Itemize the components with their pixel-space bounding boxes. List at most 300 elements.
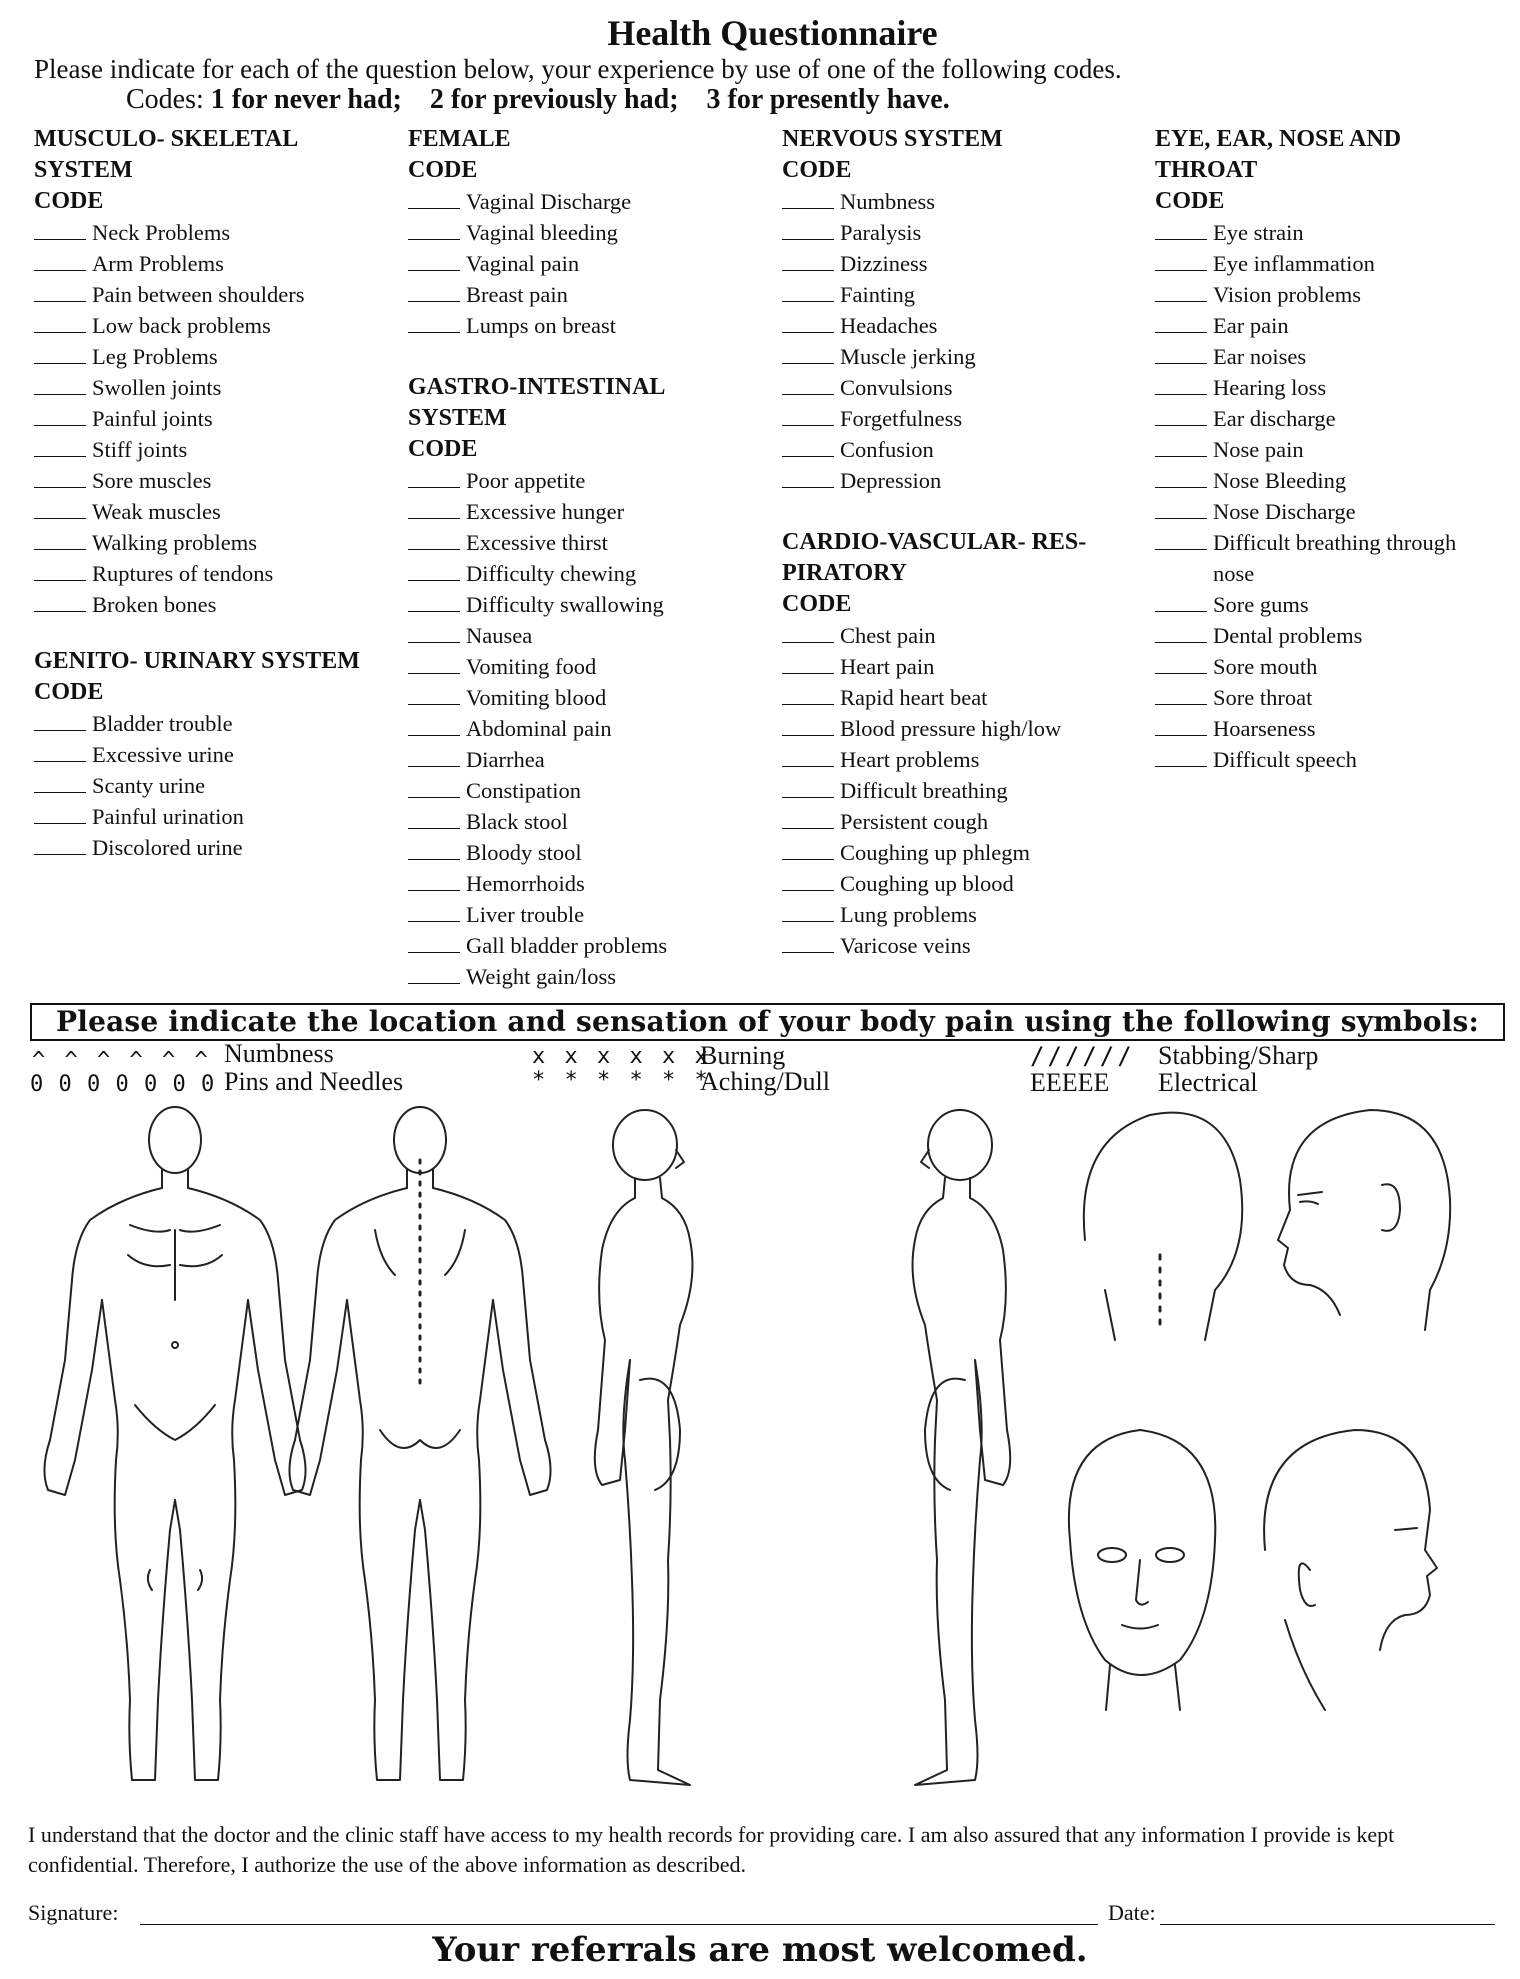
checklist-item	[782, 217, 1086, 248]
checklist-item	[408, 651, 667, 682]
code-entry-blank[interactable]	[782, 806, 834, 829]
checklist-item-label: Poor appetite	[466, 468, 586, 493]
checklist-item-label: Walking problems	[92, 530, 258, 555]
checklist-item	[1155, 651, 1456, 682]
checklist-item-label: Swollen joints	[92, 375, 222, 400]
checklist-item	[782, 775, 1086, 806]
checklist-item	[782, 403, 1086, 434]
checklist-item-label: Diarrhea	[466, 747, 545, 772]
checklist-item	[408, 527, 667, 558]
code-entry-blank[interactable]	[782, 217, 834, 240]
column-eent	[1155, 124, 1456, 775]
section-heading: SYSTEM	[408, 405, 507, 431]
numbness-symbol: ^ ^ ^ ^ ^ ^	[32, 1048, 211, 1073]
checklist-item	[782, 434, 1086, 465]
checklist-item	[782, 713, 1086, 744]
code-entry-blank[interactable]	[408, 589, 460, 612]
checklist-item	[34, 801, 360, 832]
checklist-item-label: Breast pain	[466, 282, 568, 307]
code-heading: CODE	[1155, 188, 1225, 214]
checklist-item-label: Confusion	[840, 437, 934, 462]
checklist-item	[408, 589, 667, 620]
checklist-item-label: Nausea	[466, 623, 533, 648]
checklist-item	[408, 961, 667, 992]
code-entry-blank[interactable]	[408, 837, 460, 860]
code-entry-blank[interactable]	[408, 868, 460, 891]
section-heading: SYSTEM	[34, 157, 133, 183]
checklist-item	[782, 186, 1086, 217]
code-entry-blank[interactable]	[782, 930, 834, 953]
checklist-item-label: Weight gain/loss	[466, 964, 617, 989]
code-entry-blank[interactable]	[1155, 465, 1207, 488]
code-entry-blank[interactable]	[1155, 434, 1207, 457]
code-entry-blank[interactable]	[1155, 217, 1207, 240]
section-heading: FEMALE	[408, 126, 511, 152]
checklist-item	[408, 465, 667, 496]
checklist-item-label: Vaginal pain	[466, 251, 580, 276]
checklist-item-label: Bladder trouble	[92, 711, 233, 736]
checklist-item-label: Depression	[840, 468, 942, 493]
date-label: Date:	[1108, 1900, 1156, 1925]
checklist-item-label: Gall bladder problems	[466, 933, 668, 958]
code-heading: CODE	[782, 591, 852, 617]
checklist-item	[408, 744, 667, 775]
checklist-item	[782, 837, 1086, 868]
checklist-item	[1155, 279, 1456, 310]
column-female-gastro	[408, 124, 667, 992]
checklist-item	[782, 868, 1086, 899]
code-entry-blank[interactable]	[408, 186, 460, 209]
checklist-item	[408, 775, 667, 806]
section-heading: GENITO- URINARY SYSTEM	[34, 648, 360, 674]
code-entry-blank[interactable]	[408, 248, 460, 271]
code-entry-blank[interactable]	[782, 744, 834, 767]
checklist-item-label: Heart pain	[840, 654, 935, 679]
checklist-item	[782, 899, 1086, 930]
checklist-item-label: Headaches	[840, 313, 938, 338]
checklist-item-label: Eye strain	[1213, 220, 1304, 245]
codes-prefix: Codes:	[126, 84, 204, 115]
code-entry-blank[interactable]	[34, 527, 86, 550]
checklist-item-label: Hearing loss	[1213, 375, 1327, 400]
body-side-left-figure[interactable]	[913, 1110, 1011, 1785]
head-three-quarter-figure[interactable]	[1264, 1430, 1437, 1710]
checklist-item	[1155, 620, 1456, 651]
checklist-item	[34, 527, 360, 558]
checklist-item	[408, 682, 667, 713]
code-1: 1 for never had;	[210, 84, 402, 115]
code-entry-blank[interactable]	[408, 558, 460, 581]
burning-label: Burning	[700, 1041, 786, 1070]
checklist-item-label: Rapid heart beat	[840, 685, 988, 710]
checklist-item-label: Sore mouth	[1213, 654, 1318, 679]
item-continuation: nose	[1213, 561, 1255, 586]
checklist-item-label: Nose Discharge	[1213, 499, 1356, 524]
checklist-item	[34, 279, 360, 310]
checklist-item	[782, 310, 1086, 341]
column-musculo-genito	[34, 124, 360, 863]
section-heading: GASTRO-INTESTINAL	[408, 374, 666, 400]
signature-row	[28, 1900, 118, 1926]
checklist-item-label: Liver trouble	[466, 902, 585, 927]
checklist-item	[1155, 527, 1456, 558]
section-heading: MUSCULO- SKELETAL	[34, 126, 299, 152]
code-entry-blank[interactable]	[782, 868, 834, 891]
checklist-item	[34, 739, 360, 770]
signature-field[interactable]	[140, 1924, 1098, 1925]
section-musculo-skeletal	[34, 124, 360, 620]
checklist-item-label: Hoarseness	[1213, 716, 1316, 741]
code-entry-blank[interactable]	[1155, 279, 1207, 302]
checklist-item-label: Stiff joints	[92, 437, 188, 462]
code-entry-blank[interactable]	[34, 372, 86, 395]
checklist-item	[34, 372, 360, 403]
checklist-item	[782, 248, 1086, 279]
head-front-figure[interactable]	[1069, 1430, 1215, 1710]
checklist-item	[34, 589, 360, 620]
checklist-item	[34, 832, 360, 863]
checklist-item	[408, 806, 667, 837]
checklist-item	[782, 930, 1086, 961]
checklist-item	[1155, 403, 1456, 434]
code-entry-blank[interactable]	[34, 708, 86, 731]
code-entry-blank[interactable]	[408, 713, 460, 736]
checklist-item	[782, 279, 1086, 310]
checklist-item-label: Vomiting food	[466, 654, 597, 679]
code-entry-blank[interactable]	[1155, 496, 1207, 519]
checklist-item	[1155, 682, 1456, 713]
code-entry-blank[interactable]	[408, 310, 460, 333]
checklist-item-label: Paralysis	[840, 220, 922, 245]
checklist-item-label: Difficulty chewing	[466, 561, 637, 586]
stabbing-symbol: //////	[1030, 1042, 1135, 1070]
code-entry-blank[interactable]	[782, 620, 834, 643]
code-entry-blank[interactable]	[408, 620, 460, 643]
checklist-item-label: Scanty urine	[92, 773, 206, 798]
checklist-item-label: Lung problems	[840, 902, 977, 927]
checklist-item	[408, 248, 667, 279]
code-entry-blank[interactable]	[34, 465, 86, 488]
code-heading: CODE	[34, 679, 104, 705]
electrical-symbol: EEEEE	[1030, 1068, 1110, 1097]
date-field[interactable]	[1160, 1924, 1495, 1925]
checklist-item-label: Varicose veins	[840, 933, 971, 958]
checklist-item-label: Ear discharge	[1213, 406, 1336, 431]
code-entry-blank[interactable]	[408, 744, 460, 767]
checklist-item	[34, 434, 360, 465]
intro-text: Please indicate for each of the question below, your experience by use of one of the following codes.	[34, 54, 1122, 84]
checklist-item-label: Convulsions	[840, 375, 953, 400]
section-heading: NERVOUS SYSTEM	[782, 126, 1003, 152]
code-entry-blank[interactable]	[408, 775, 460, 798]
checklist-item	[34, 465, 360, 496]
checklist-item	[1155, 372, 1456, 403]
checklist-item-label: Lumps on breast	[466, 313, 616, 338]
code-entry-blank[interactable]	[1155, 372, 1207, 395]
checklist-item	[1155, 744, 1456, 775]
checklist-item-label: Ear noises	[1213, 344, 1307, 369]
checklist-item	[34, 558, 360, 589]
code-entry-blank[interactable]	[408, 930, 460, 953]
consent-statement: I understand that the doctor and the clinic staff have access to my health records for providing care. I am also assured that any information I provide is kept confidential. Therefore, I authorize the use of the above information as described.	[28, 1822, 1395, 1877]
checklist-item	[408, 558, 667, 589]
code-entry-blank[interactable]	[782, 372, 834, 395]
code-heading: CODE	[408, 157, 478, 183]
checklist-item-label: Low back problems	[92, 313, 271, 338]
stabbing-label: Stabbing/Sharp	[1158, 1041, 1319, 1070]
checklist-item-label: Vaginal bleeding	[466, 220, 618, 245]
code-entry-blank[interactable]	[782, 279, 834, 302]
checklist-item-label: Sore muscles	[92, 468, 212, 493]
checklist-item	[34, 310, 360, 341]
code-entry-blank[interactable]	[34, 739, 86, 762]
section-genito-urinary	[34, 646, 360, 863]
checklist-item	[34, 770, 360, 801]
checklist-item	[1155, 434, 1456, 465]
checklist-item-label: Painful joints	[92, 406, 213, 431]
code-entry-blank[interactable]	[782, 775, 834, 798]
referrals-footer: Your referrals are most welcomed.	[432, 1930, 1088, 1970]
code-entry-blank[interactable]	[34, 801, 86, 824]
checklist-item	[34, 341, 360, 372]
checklist-item-label: Difficult breathing	[840, 778, 1008, 803]
section-nervous-system	[782, 124, 1086, 496]
code-entry-blank[interactable]	[34, 496, 86, 519]
checklist-item-label: Dizziness	[840, 251, 928, 276]
column-nervous-cardio	[782, 124, 1086, 961]
checklist-item-label: Discolored urine	[92, 835, 243, 860]
code-entry-blank[interactable]	[782, 682, 834, 705]
checklist-item-label: Fainting	[840, 282, 916, 307]
code-entry-blank[interactable]	[34, 558, 86, 581]
code-2: 2 for previously had;	[429, 84, 679, 115]
code-entry-blank[interactable]	[782, 713, 834, 736]
checklist-item-label: Coughing up phlegm	[840, 840, 1030, 865]
code-entry-blank[interactable]	[1155, 589, 1207, 612]
code-entry-blank[interactable]	[782, 465, 834, 488]
code-entry-blank[interactable]	[1155, 527, 1207, 550]
checklist-item	[782, 682, 1086, 713]
checklist-item-label: Nose pain	[1213, 437, 1304, 462]
code-entry-blank[interactable]	[408, 279, 460, 302]
code-entry-blank[interactable]	[782, 434, 834, 457]
code-entry-blank[interactable]	[782, 248, 834, 271]
checklist-item	[782, 341, 1086, 372]
codes-legend	[126, 84, 950, 116]
checklist-item-label: Bloody stool	[466, 840, 582, 865]
checklist-item-label: Vaginal Discharge	[466, 189, 632, 214]
checklist-item-label: Broken bones	[92, 592, 217, 617]
code-entry-blank[interactable]	[1155, 403, 1207, 426]
section-heading: CARDIO-VASCULAR- RES-	[782, 529, 1087, 555]
body-front-figure[interactable]	[44, 1107, 305, 1780]
code-entry-blank[interactable]	[782, 310, 834, 333]
body-side-right-figure[interactable]	[595, 1110, 693, 1785]
code-entry-blank[interactable]	[1155, 744, 1207, 767]
checklist-item	[782, 806, 1086, 837]
checklist-item-label: Leg Problems	[92, 344, 218, 369]
checklist-item-label: Heart problems	[840, 747, 980, 772]
code-entry-blank[interactable]	[34, 770, 86, 793]
checklist-item	[34, 403, 360, 434]
code-entry-blank[interactable]	[408, 961, 460, 984]
checklist-item-label: Eye inflammation	[1213, 251, 1375, 276]
code-entry-blank[interactable]	[34, 341, 86, 364]
checklist-item-label: Hemorrhoids	[466, 871, 585, 896]
checklist-item-label: Painful urination	[92, 804, 244, 829]
checklist-item-label: Ruptures of tendons	[92, 561, 274, 586]
checklist-item	[1155, 496, 1456, 527]
code-heading: CODE	[408, 436, 478, 462]
checklist-item-label: Excessive hunger	[466, 499, 625, 524]
code-entry-blank[interactable]	[408, 682, 460, 705]
body-diagrams	[20, 1100, 1510, 1800]
checklist-item	[408, 868, 667, 899]
code-entry-blank[interactable]	[1155, 713, 1207, 736]
checklist-item-label: Forgetfulness	[840, 406, 963, 431]
checklist-item	[1155, 310, 1456, 341]
section-gastro-intestinal	[408, 372, 667, 992]
checklist-item-label: Dental problems	[1213, 623, 1363, 648]
body-back-figure[interactable]	[289, 1107, 550, 1780]
section-heading: THROAT	[1155, 157, 1258, 183]
checklist-item-label: Sore throat	[1213, 685, 1313, 710]
checklist-item	[408, 620, 667, 651]
checklist-item	[1155, 465, 1456, 496]
checklist-item	[782, 651, 1086, 682]
code-entry-blank[interactable]	[34, 434, 86, 457]
checklist-item	[408, 837, 667, 868]
code-entry-blank[interactable]	[782, 651, 834, 674]
checklist-item-label: Chest pain	[840, 623, 936, 648]
head-back-figure[interactable]	[1084, 1113, 1242, 1340]
checklist-item-label: Sore gums	[1213, 592, 1309, 617]
checklist-item-label: Ear pain	[1213, 313, 1289, 338]
code-entry-blank[interactable]	[1155, 248, 1207, 271]
pain-location-banner: Please indicate the location and sensation of your body pain using the following symbols:	[30, 1003, 1505, 1041]
head-side-figure[interactable]	[1278, 1110, 1450, 1330]
code-entry-blank[interactable]	[408, 217, 460, 240]
code-heading: CODE	[34, 188, 104, 214]
checklist-item	[408, 186, 667, 217]
code-entry-blank[interactable]	[34, 589, 86, 612]
checklist-item-label: Vision problems	[1213, 282, 1362, 307]
section-heading: PIRATORY	[782, 560, 907, 586]
section-eye-ear-nose-throat	[1155, 124, 1456, 775]
code-entry-blank[interactable]	[1155, 620, 1207, 643]
checklist-item-label: Arm Problems	[92, 251, 224, 276]
code-entry-blank[interactable]	[782, 899, 834, 922]
checklist-item	[1155, 589, 1456, 620]
checklist-item	[1155, 713, 1456, 744]
code-entry-blank[interactable]	[408, 899, 460, 922]
checklist-item	[408, 279, 667, 310]
code-entry-blank[interactable]	[34, 403, 86, 426]
checklist-item	[408, 899, 667, 930]
section-female	[408, 124, 667, 341]
code-entry-blank[interactable]	[1155, 341, 1207, 364]
code-entry-blank[interactable]	[1155, 651, 1207, 674]
checklist-item	[408, 713, 667, 744]
code-entry-blank[interactable]	[782, 837, 834, 860]
code-entry-blank[interactable]	[34, 310, 86, 333]
code-entry-blank[interactable]	[782, 186, 834, 209]
checklist-item	[408, 310, 667, 341]
checklist-item	[408, 496, 667, 527]
code-entry-blank[interactable]	[34, 248, 86, 271]
checklist-item	[34, 217, 360, 248]
code-entry-blank[interactable]	[782, 341, 834, 364]
checklist-item-label: Muscle jerking	[840, 344, 976, 369]
checklist-item-label: Difficulty swallowing	[466, 592, 664, 617]
checklist-item-label: Constipation	[466, 778, 582, 803]
aching-label: Aching/Dull	[700, 1067, 830, 1096]
code-entry-blank[interactable]	[408, 651, 460, 674]
numbness-label: Numbness	[224, 1039, 334, 1068]
page-title: Health Questionnaire	[607, 13, 938, 53]
checklist-item-label: Numbness	[840, 189, 935, 214]
checklist-item-label: Black stool	[466, 809, 568, 834]
code-entry-blank[interactable]	[1155, 310, 1207, 333]
checklist-item	[782, 372, 1086, 403]
checklist-item-label: Vomiting blood	[466, 685, 607, 710]
code-entry-blank[interactable]	[782, 403, 834, 426]
checklist-item	[782, 620, 1086, 651]
checklist-item-label: Difficult breathing through	[1213, 530, 1457, 555]
checklist-item-label: Pain between shoulders	[92, 282, 305, 307]
checklist-item-label: Abdominal pain	[466, 716, 612, 741]
checklist-item	[1155, 248, 1456, 279]
checklist-item	[408, 217, 667, 248]
code-entry-blank[interactable]	[408, 496, 460, 519]
code-entry-blank[interactable]	[34, 279, 86, 302]
date-row	[1108, 1900, 1156, 1926]
code-3: 3 for presently have.	[706, 84, 950, 115]
checklist-item-label: Difficult speech	[1213, 747, 1357, 772]
checklist-item-label: Excessive thirst	[466, 530, 608, 555]
burning-symbol: x x x x x x	[532, 1044, 711, 1069]
section-cardio-vascular	[782, 527, 1086, 961]
checklist-item	[408, 930, 667, 961]
checklist-item-label: Excessive urine	[92, 742, 234, 767]
electrical-label: Electrical	[1158, 1068, 1258, 1097]
checklist-item-label: Blood pressure high/low	[840, 716, 1062, 741]
checklist-item	[34, 708, 360, 739]
checklist-item-label: Weak muscles	[92, 499, 221, 524]
code-entry-blank[interactable]	[34, 217, 86, 240]
signature-label: Signature:	[28, 1900, 119, 1925]
checklist-item	[1155, 341, 1456, 372]
code-entry-blank[interactable]	[408, 465, 460, 488]
code-entry-blank[interactable]	[408, 527, 460, 550]
checklist-item	[34, 496, 360, 527]
aching-symbol: * * * * * *	[532, 1068, 711, 1093]
code-entry-blank[interactable]	[1155, 682, 1207, 705]
checklist-item	[34, 248, 360, 279]
pins-symbol: 0 0 0 0 0 0 0	[30, 1072, 216, 1097]
checklist-item-label: Nose Bleeding	[1213, 468, 1347, 493]
checklist-item-label: Persistent cough	[840, 809, 989, 834]
checklist-item	[782, 744, 1086, 775]
checklist-item	[1155, 217, 1456, 248]
code-heading: CODE	[782, 157, 852, 183]
checklist-item-label: Coughing up blood	[840, 871, 1014, 896]
checklist-item-label: Neck Problems	[92, 220, 231, 245]
code-entry-blank[interactable]	[408, 806, 460, 829]
checklist-item	[782, 465, 1086, 496]
code-entry-blank[interactable]	[34, 832, 86, 855]
pins-label: Pins and Needles	[224, 1067, 404, 1096]
